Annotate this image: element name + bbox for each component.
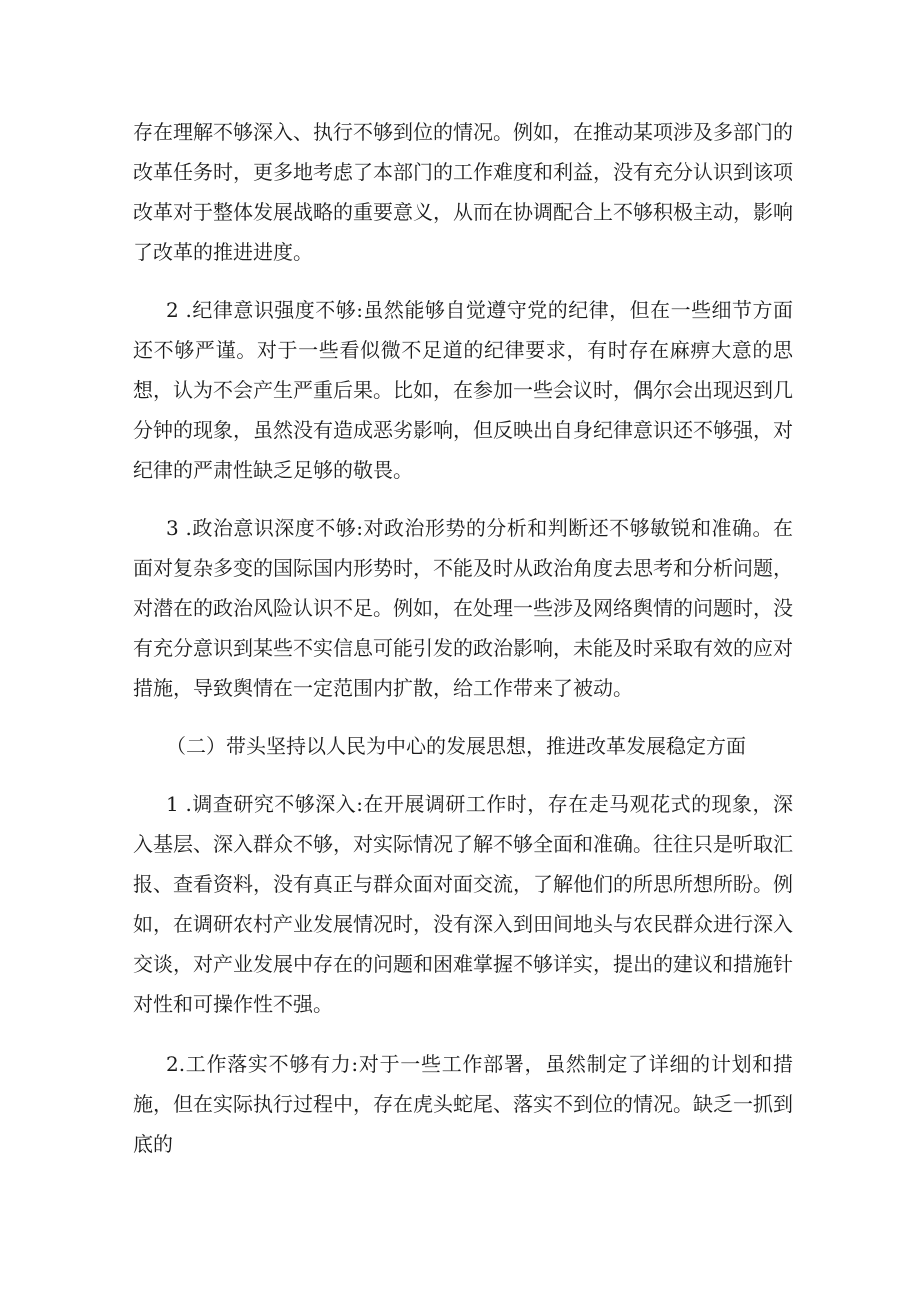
paragraph-discipline-awareness: 2 .纪律意识强度不够:虽然能够自觉遵守党的纪律，但在一些细节方面还不够严谨。对于一些看似微不足道的纪律要求，有时存在麻痹大意的思想，认为不会产生严重后果。比如，在参加一些会议时，偶尔会出现迟到几分钟的现象，虽然没有造成恶劣影响，但反映出自身纪律意识还不够强，对纪律的严肃性缺乏足够的敬畏。 [133,298,793,482]
paragraph-political-awareness: 3 .政治意识深度不够:对政治形势的分析和判断还不够敏锐和准确。在面对复杂多变的国际国内形势时，不能及时从政治角度去思考和分析问题，对潜在的政治风险认识不足。例如，在处理一些涉及网络舆情的问题时，没有充分意识到某些不实信息可能引发的政治影响，未能及时采取有效的应对措施，导致舆情在一定范围内扩散，给工作带来了被动。 [133,516,793,700]
paragraph-continued: 存在理解不够深入、执行不够到位的情况。例如，在推动某项涉及多部门的改革任务时，更多地考虑了本部门的工作难度和利益，没有充分认识到该项改革对于整体发展战略的重要意义，从而在协调配合上不够积极主动，影响了改革的推进进度。 [133,120,793,264]
paragraph-investigation-research: 1 .调查研究不够深入:在开展调研工作时，存在走马观花式的现象，深入基层、深入群众不够，对实际情况了解不够全面和准确。往往只是听取汇报、查看资料，没有真正与群众面对面交流，了解他们的所思所想所盼。例如，在调研农村产业发展情况时，没有深入到田间地头与农民群众进行深入交谈，对产业发展中存在的问题和困难掌握不够详实，提出的建议和措施针对性和可操作性不强。 [133,792,793,1016]
paragraph-work-implementation: 2.工作落实不够有力:对于一些工作部署，虽然制定了详细的计划和措施，但在实际执行过程中，存在虎头蛇尾、落实不到位的情况。缺乏一抓到底的 [133,1052,793,1156]
section-heading: （二）带头坚持以人民为中心的发展思想，推进改革发展稳定方面 [166,734,746,758]
document-body [133,112,793,1164]
